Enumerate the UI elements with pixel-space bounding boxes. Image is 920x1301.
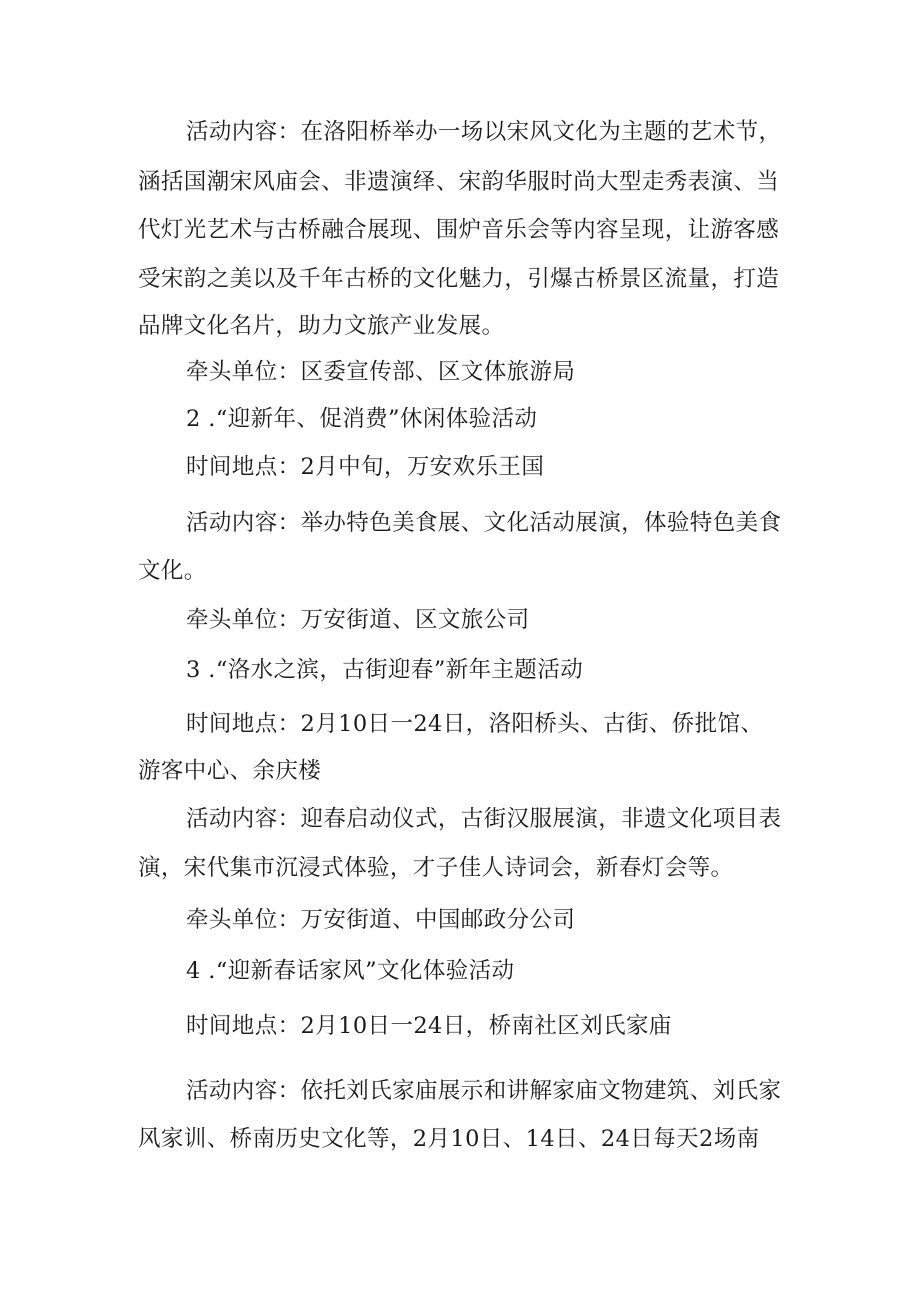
activity-heading: 2 .“迎新年、促消费”休闲体验活动 [186,406,538,432]
time-location-line: 时间地点：2月中旬，万安欢乐王国 [186,454,545,480]
paragraph-line: 品牌文化名片，助力文旅产业发展。 [138,313,505,339]
paragraph-line: 活动内容：在洛阳桥举办一场以宋风文化为主题的艺术节， [186,119,782,145]
time-location-line: 时间地点：2月10日一24日，桥南社区刘氏家庙 [186,1013,672,1039]
paragraph-line: 活动内容：迎春启动仪式，古街汉服展演，非遗文化项目表 [186,806,782,832]
paragraph-line: 风家训、桥南历史文化等，2月10日、14日、24日每天2场南 [138,1126,760,1152]
paragraph-line: 涵括国潮宋风庙会、非遗演绎、宋韵华服时尚大型走秀表演、当 [138,169,780,195]
paragraph-line: 演，宋代集市沉浸式体验，才子佳人诗词会，新春灯会等。 [138,855,734,881]
activity-heading: 3 .“洛水之滨，古街迎春”新年主题活动 [186,657,584,683]
paragraph-line: 游客中心、余庆楼 [138,758,322,784]
lead-unit-line: 牵头单位：万安街道、中国邮政分公司 [186,907,576,933]
time-location-line: 时间地点：2月10日一24日，洛阳桥头、古街、侨批馆、 [186,711,764,737]
paragraph-line: 代灯光艺术与古桥融合展现、围炉音乐会等内容呈现，让游客感 [138,217,780,243]
paragraph-line: 活动内容：依托刘氏家庙展示和讲解家庙文物建筑、刘氏家 [186,1078,782,1104]
paragraph-line: 文化。 [138,558,207,584]
lead-unit-line: 牵头单位：万安街道、区文旅公司 [186,607,530,633]
paragraph-line: 受宋韵之美以及千年古桥的文化魅力，引爆古桥景区流量，打造 [138,266,780,292]
paragraph-line: 活动内容：举办特色美食展、文化活动展演，体验特色美食 [186,510,782,536]
activity-heading: 4 .“迎新春话家风”文化体验活动 [186,958,515,984]
lead-unit-line: 牵头单位：区委宣传部、区文体旅游局 [186,359,576,385]
